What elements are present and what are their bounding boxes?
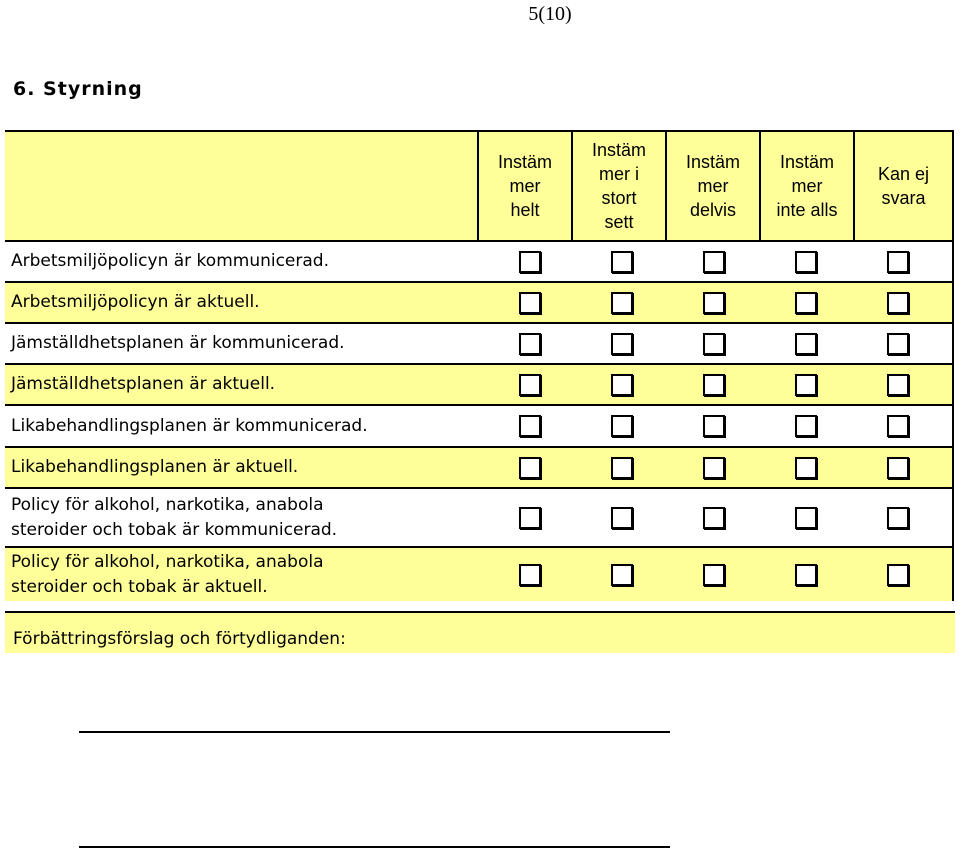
answer-checkbox[interactable] [795,292,817,314]
question-text-line: Policy för alkohol, narkotika, anabola [11,551,324,572]
answer-checkbox[interactable] [611,457,633,479]
answer-checkbox[interactable] [519,374,541,396]
answer-checkbox[interactable] [703,564,725,586]
answer-options [478,333,952,355]
answer-options [478,292,952,314]
answer-checkbox[interactable] [611,251,633,273]
question-text-line: steroider och tobak är aktuell. [11,576,268,597]
answer-options [478,374,952,396]
question-text [5,488,478,547]
header-blank-cell [5,131,478,241]
answer-checkbox[interactable] [795,251,817,273]
answer-checkbox[interactable] [703,507,725,529]
answer-checkbox[interactable] [795,457,817,479]
answer-checkbox[interactable] [519,457,541,479]
question-text-line: Likabehandlingsplanen är kommunicerad. [11,415,368,436]
question-text-line: Arbetsmiljöpolicyn är kommunicerad. [11,251,329,271]
comment-line-2[interactable] [79,846,670,848]
answer-checkbox[interactable] [519,507,541,529]
question-text [5,447,478,488]
improvement-label: Förbättringsförslag och förtydliganden: [13,629,346,649]
answer-checkbox[interactable] [611,333,633,355]
answer-checkbox[interactable] [703,374,725,396]
answer-checkbox[interactable] [795,564,817,586]
answer-checkbox[interactable] [887,457,909,479]
question-text [5,241,478,282]
question-row [5,241,953,282]
answer-checkbox[interactable] [887,415,909,437]
answer-options [478,415,952,437]
column-header-agree-mostly: Instäm mer i stort sett [572,131,666,241]
page-number: 5(10) [528,3,572,25]
answer-checkbox[interactable] [795,415,817,437]
answer-checkbox[interactable] [519,251,541,273]
question-text [5,405,478,447]
section-title: 6. Styrning [13,78,143,100]
header-row [5,131,953,241]
answer-checkbox[interactable] [703,415,725,437]
column-header-cannot-answer: Kan ej svara [854,131,953,241]
question-text [5,282,478,323]
question-text-line: Jämställdhetsplanen är aktuell. [11,374,276,394]
answer-checkbox[interactable] [611,564,633,586]
answer-checkbox[interactable] [519,292,541,314]
answer-options [478,457,952,479]
answer-checkbox[interactable] [887,564,909,586]
question-text [5,364,478,405]
answer-checkbox[interactable] [887,507,909,529]
question-row [5,488,953,547]
answer-checkbox[interactable] [703,333,725,355]
answer-checkbox[interactable] [887,292,909,314]
column-header-agree-not-at-all: Instäm mer inte alls [760,131,854,241]
answer-checkbox[interactable] [703,457,725,479]
question-text-line: Policy för alkohol, narkotika, anabola [11,494,324,515]
question-row [5,323,953,364]
survey-table [5,130,954,601]
question-row [5,547,953,601]
answer-checkbox[interactable] [795,507,817,529]
answer-checkbox[interactable] [519,333,541,355]
question-row [5,282,953,323]
question-row [5,447,953,488]
improvement-section [5,611,955,653]
question-text [5,547,478,601]
answer-checkbox[interactable] [611,374,633,396]
question-text-line: Likabehandlingsplanen är aktuell. [11,457,299,477]
answer-checkbox[interactable] [611,507,633,529]
comment-line-1[interactable] [79,731,670,733]
answer-checkbox[interactable] [611,292,633,314]
answer-options [478,507,952,529]
question-text-line: steroider och tobak är kommunicerad. [11,519,338,540]
question-row [5,405,953,447]
question-text [5,323,478,364]
answer-checkbox[interactable] [703,251,725,273]
answer-checkbox[interactable] [519,564,541,586]
answer-checkbox[interactable] [795,333,817,355]
column-header-agree-partly: Instäm mer delvis [666,131,760,241]
answer-checkbox[interactable] [519,415,541,437]
question-text-line: Jämställdhetsplanen är kommunicerad. [11,333,345,353]
answer-options [478,564,952,586]
column-header-agree-fully: Instäm mer helt [478,131,572,241]
answer-options [478,251,952,273]
answer-checkbox[interactable] [887,251,909,273]
answer-checkbox[interactable] [887,333,909,355]
question-text-line: Arbetsmiljöpolicyn är aktuell. [11,292,260,312]
answer-checkbox[interactable] [611,415,633,437]
answer-checkbox[interactable] [795,374,817,396]
question-row [5,364,953,405]
answer-checkbox[interactable] [703,292,725,314]
answer-checkbox[interactable] [887,374,909,396]
